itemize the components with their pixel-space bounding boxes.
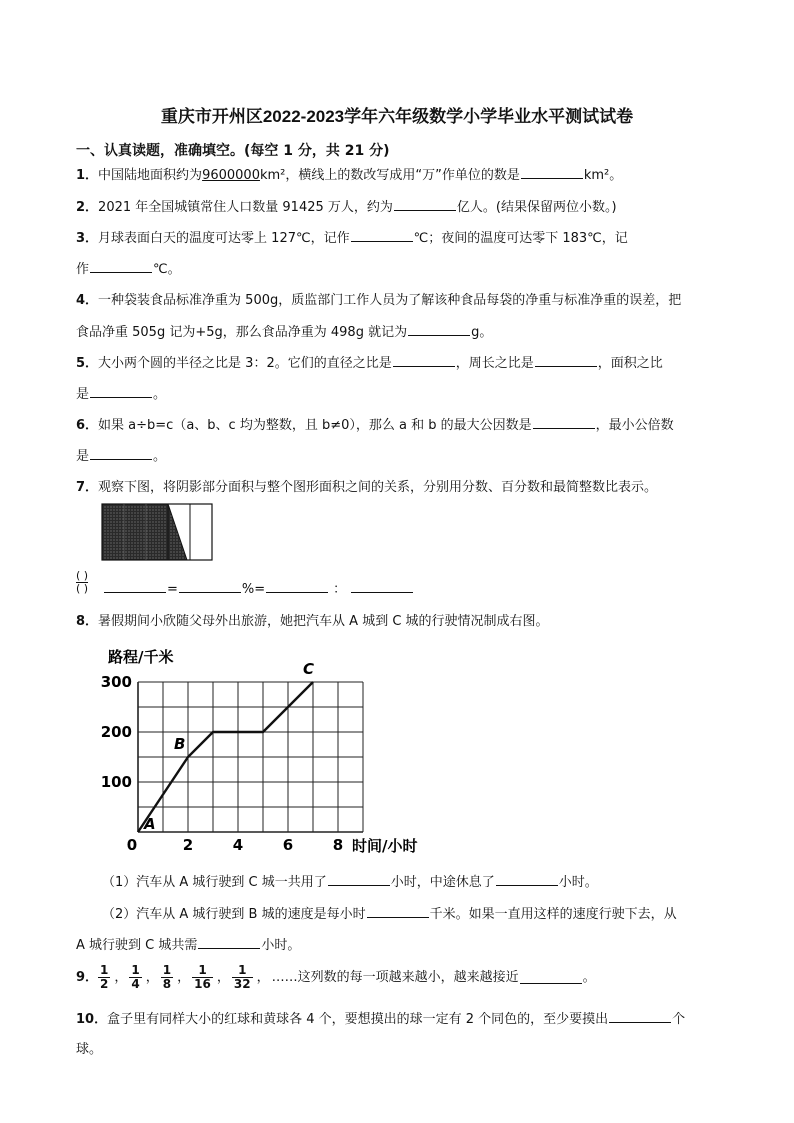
question-text: ，最小公倍数 — [595, 418, 674, 433]
question-8-part-2-cont — [76, 936, 300, 955]
question-text: 是 — [76, 449, 90, 464]
denominator: 4 — [131, 977, 140, 991]
question-7-answers — [103, 580, 414, 599]
underlined-number: 9600000 — [202, 168, 260, 183]
y-tick-label: 100 — [100, 773, 132, 791]
question-text: 如果 a÷b=c（a、b、c 均为整数，且 b≠0），那么 a 和 b 的最大公因数是 — [98, 418, 532, 433]
section-heading: 一、认真读题，准确填空。(每空 1 分，共 21 分) — [76, 143, 390, 159]
fraction-term — [192, 964, 213, 991]
question-8 — [76, 613, 549, 631]
answer-blank[interactable] — [609, 1010, 671, 1023]
fraction-placeholder — [76, 570, 88, 595]
y-tick-label: 200 — [100, 723, 132, 741]
answer-blank[interactable] — [367, 905, 429, 918]
separator: ， — [177, 970, 191, 985]
question-number: 8． — [76, 614, 99, 629]
question-number: 10． — [76, 1012, 108, 1027]
question-number: 4． — [76, 293, 99, 308]
question-text: 亿人。(结果保留两位小数。) — [456, 200, 617, 215]
question-8-part-1 — [102, 873, 598, 892]
denominator: 16 — [194, 977, 211, 991]
question-text: ……这列数的每一项越来越小，越来越接近 — [271, 969, 519, 985]
question-text: km²，横线上的数改写成用“万”作单位的数是 — [259, 168, 520, 183]
question-6-cont — [76, 447, 166, 466]
answer-blank[interactable] — [351, 229, 413, 242]
question-2 — [76, 198, 617, 217]
question-number: 3． — [76, 231, 99, 246]
question-text: 盒子里有同样大小的红球和黄球各 4 个，要想摸出的球一定有 2 个同色的，至少要摸出 — [107, 1012, 609, 1027]
question-10 — [76, 1010, 685, 1029]
question-text: 。 — [582, 969, 596, 985]
numerator: 1 — [192, 964, 213, 978]
answer-blank[interactable] — [394, 198, 456, 211]
x-tick-label: 0 — [126, 836, 138, 854]
unit-text: km²。 — [583, 168, 623, 183]
question-number: 7． — [76, 480, 99, 495]
question-text: 月球表面白天的温度可达零上 127℃，记作 — [98, 231, 350, 246]
answer-blank[interactable] — [351, 580, 413, 593]
question-10-cont — [76, 1041, 102, 1059]
question-4 — [76, 292, 681, 310]
answer-blank[interactable] — [393, 354, 455, 367]
question-number: 9． — [76, 969, 99, 985]
question-number: 6． — [76, 418, 99, 433]
question-text: 小时，中途休息了 — [390, 875, 495, 890]
question-text: 2021 年全国城镇常住人口数量 91425 万人，约为 — [98, 200, 393, 215]
answer-blank[interactable] — [266, 580, 328, 593]
numerator: 1 — [232, 964, 253, 978]
distance-time-chart — [94, 642, 454, 862]
question-1 — [76, 166, 622, 185]
question-5-cont — [76, 385, 166, 404]
fraction-sequence — [98, 964, 272, 991]
question-number: 1． — [76, 168, 99, 183]
answer-blank[interactable] — [521, 166, 583, 179]
question-text: 个 — [672, 1012, 686, 1027]
question-text: 千米。如果一直用这样的速度行驶下去，从 — [429, 907, 677, 922]
question-text: 食品净重 505g 记为+5g，那么食品净重为 498g 就记为 — [76, 325, 408, 340]
answer-blank[interactable] — [496, 873, 558, 886]
denominator: 8 — [162, 977, 172, 991]
question-text: ℃；夜间的温度可达零下 183℃，记 — [413, 231, 628, 246]
y-axis-label: 路程/千米 — [108, 648, 174, 666]
answer-blank[interactable] — [90, 385, 152, 398]
question-text: 一种袋装食品标准净重为 500g，质监部门工作人员为了解该种食品每袋的净重与标准净重的误差，把 — [98, 293, 682, 308]
fraction-term — [129, 964, 141, 991]
shaded-region — [102, 504, 187, 560]
question-6 — [76, 416, 674, 435]
equals-sign: = — [167, 582, 178, 597]
question-text: ，面积之比 — [597, 356, 663, 371]
numerator: 1 — [100, 963, 109, 977]
answer-blank[interactable] — [198, 936, 260, 949]
question-text: 小时。 — [261, 938, 301, 953]
shaded-figure — [101, 503, 213, 561]
percent-equals: %= — [241, 582, 266, 597]
question-text: （2）汽车从 A 城行驶到 B 城的速度是每小时 — [102, 907, 366, 922]
point-label: A — [144, 815, 156, 833]
question-text: 大小两个圆的半径之比是 3：2。它们的直径之比是 — [98, 356, 392, 371]
answer-blank[interactable] — [535, 354, 597, 367]
question-number: 5． — [76, 356, 99, 371]
y-tick-label: 300 — [100, 673, 132, 691]
question-text: （1）汽车从 A 城行驶到 C 城一共用了 — [102, 875, 327, 890]
x-tick-label: 2 — [182, 836, 194, 854]
separator: ， — [114, 970, 128, 985]
x-tick-label: 4 — [232, 836, 244, 854]
question-text: 中国陆地面积约为 — [98, 168, 203, 183]
x-axis-label: 时间/小时 — [352, 837, 418, 855]
separator: ， — [256, 970, 270, 985]
question-text: ，周长之比是 — [455, 356, 534, 371]
fraction-top: ( ) — [76, 569, 89, 582]
numerator: 1 — [162, 963, 172, 977]
separator: ， — [216, 970, 230, 985]
question-5 — [76, 354, 663, 373]
question-text: 暑假期间小欣随父母外出旅游，她把汽车从 A 城到 C 城的行驶情况制成右图。 — [98, 614, 549, 629]
denominator: 2 — [100, 977, 109, 991]
question-text: 作 — [76, 262, 90, 277]
denominator: 32 — [233, 977, 251, 991]
x-tick-label: 8 — [332, 836, 344, 854]
fraction-bottom: ( ) — [76, 582, 89, 595]
answer-blank[interactable] — [179, 580, 241, 593]
answer-blank[interactable] — [408, 323, 470, 336]
point-label: C — [303, 660, 315, 678]
fraction-term — [161, 964, 173, 991]
page-title: 重庆市开州区2022-2023学年六年级数学小学毕业水平测试试卷 — [160, 107, 634, 126]
unit-text: ℃。 — [153, 262, 181, 277]
question-text: 。 — [153, 449, 167, 464]
answer-blank[interactable] — [90, 260, 152, 273]
answer-blank[interactable] — [104, 580, 166, 593]
question-3 — [76, 229, 628, 248]
question-text: 小时。 — [558, 875, 598, 890]
question-4-cont — [76, 323, 492, 342]
answer-blank[interactable] — [90, 447, 152, 460]
question-7 — [76, 479, 657, 497]
question-8-part-2 — [102, 905, 677, 924]
colon-sign: ： — [333, 582, 347, 597]
fraction-term — [98, 964, 110, 991]
unit-text: g。 — [471, 325, 493, 340]
question-text: 是 — [76, 387, 90, 402]
answer-blank[interactable] — [533, 416, 595, 429]
numerator: 1 — [131, 963, 140, 977]
question-3-cont — [76, 260, 181, 279]
x-tick-label: 6 — [282, 836, 294, 854]
question-text: 。 — [153, 387, 167, 402]
question-text: 球。 — [76, 1042, 103, 1057]
answer-blank[interactable] — [328, 873, 390, 886]
separator: ， — [145, 970, 159, 985]
fraction-term — [232, 964, 253, 991]
question-9 — [76, 964, 596, 991]
question-text: A 城行驶到 C 城共需 — [76, 938, 198, 953]
question-text: 观察下图，将阴影部分面积与整个图形面积之间的关系，分别用分数、百分数和最简整数比表示。 — [98, 480, 658, 495]
answer-blank[interactable] — [520, 971, 582, 984]
point-label: B — [174, 735, 186, 753]
question-number: 2． — [76, 200, 99, 215]
